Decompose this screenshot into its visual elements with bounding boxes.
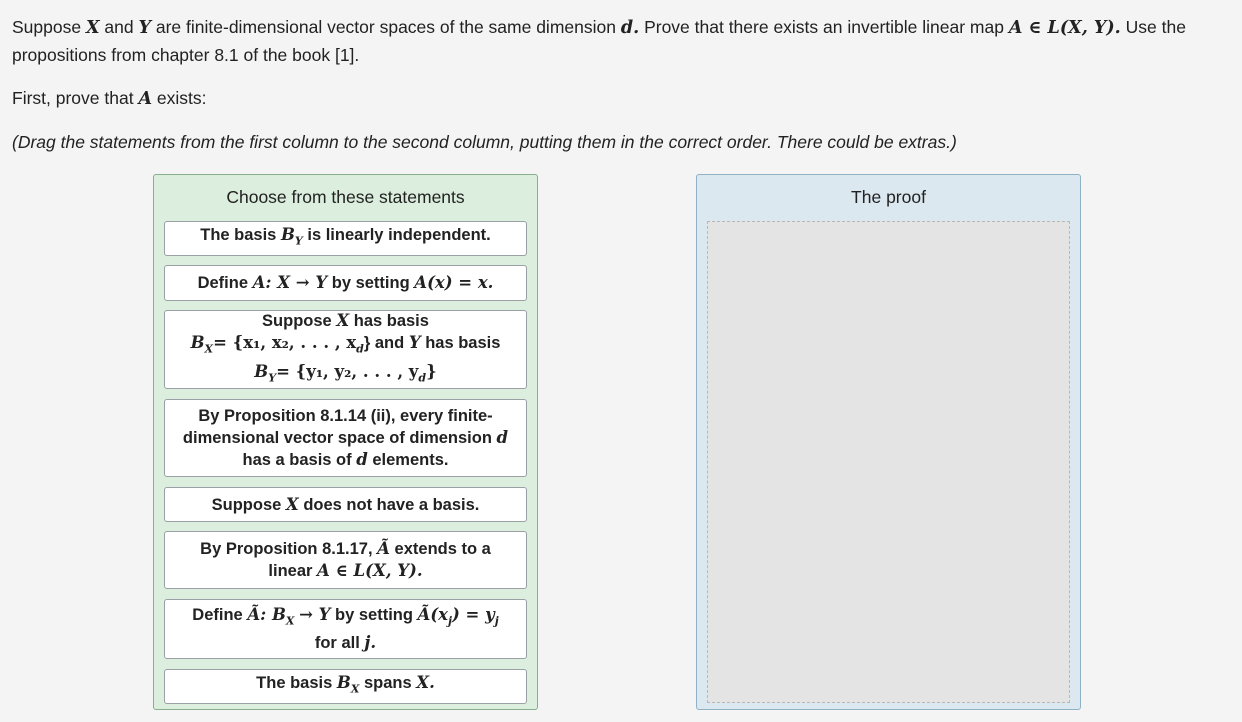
statement-math: B	[280, 225, 295, 245]
proof-column-title: The proof	[851, 187, 926, 207]
statement-fragment: elements.	[372, 451, 449, 469]
intro-math-map: A ∈ L(X, Y).	[1008, 18, 1121, 38]
intro-text-4: Prove that there exists an invertible linear map	[644, 17, 1004, 37]
statement-math: Y	[408, 333, 421, 353]
statement-math: B	[254, 361, 269, 381]
problem-statement	[12, 14, 1227, 69]
intro-text-3: are finite-dimensional vector spaces of the same dimension	[155, 17, 616, 37]
statement-fragment: extends to a linear	[268, 540, 491, 580]
statement-card-proposition-8-1-17[interactable]	[164, 531, 527, 589]
statement-fragment: is linearly independent.	[307, 226, 491, 245]
drag-instructions: (Drag the statements from the first column to the second column, putting them in the correct order. There could be extras.)	[12, 132, 957, 152]
statement-fragment: has basis	[425, 334, 501, 353]
intro-math-x: X	[85, 18, 100, 38]
statement-card-define-a-identity[interactable]	[164, 265, 527, 301]
statement-math: ) = y	[451, 604, 495, 624]
statement-text	[198, 272, 494, 294]
statement-card-proposition-8-1-14[interactable]	[164, 399, 527, 477]
subtask-text-1: First, prove that	[12, 88, 134, 108]
statement-math-subscript: X	[204, 342, 214, 356]
statement-math: A: X → Y	[252, 273, 328, 292]
statement-card-basis-spans[interactable]	[164, 669, 527, 704]
statement-fragment: does not have a basis.	[303, 495, 480, 514]
statement-fragment: Define	[192, 605, 243, 624]
statement-math-subscript: d	[356, 342, 364, 356]
statement-fragment: spans	[363, 674, 412, 693]
statement-text	[212, 494, 480, 516]
intro-text-2: and	[104, 17, 134, 37]
statement-fragment: Suppose	[262, 312, 332, 331]
statement-math: Ã	[377, 539, 390, 558]
statement-fragment: By Proposition 8.1.17,	[200, 540, 373, 558]
statement-text	[256, 672, 435, 700]
statement-math: j.	[364, 633, 377, 653]
statement-math-subscript: Y	[294, 234, 303, 248]
statement-fragment: The basis	[200, 226, 277, 245]
statements-column	[153, 174, 538, 710]
statement-math: B	[336, 673, 351, 693]
statement-math: d	[496, 428, 509, 447]
statement-fragment: has a basis of	[242, 451, 352, 469]
intro-math-d: d.	[620, 18, 640, 38]
statement-fragment: has basis	[353, 312, 429, 331]
proof-drop-zone[interactable]	[707, 221, 1070, 703]
statement-math-subscript: Y	[268, 370, 277, 384]
statement-math: X.	[416, 673, 435, 693]
statement-math: A(x) = x.	[414, 273, 494, 292]
intro-text-1: Suppose	[12, 17, 82, 37]
statement-text	[192, 604, 498, 654]
statement-fragment: Define	[197, 274, 248, 292]
statement-math: d	[356, 450, 368, 469]
statement-math: = {y₁, y₂, . . . , y	[276, 361, 419, 381]
proof-column	[696, 174, 1081, 710]
statement-math: }	[426, 361, 437, 381]
statement-fragment: for all	[314, 634, 360, 653]
statement-fragment: by setting	[335, 605, 413, 624]
statement-math: A ∈ L(X, Y).	[317, 561, 423, 580]
statement-math-subscript: d	[418, 370, 427, 384]
statement-math-subscript: j	[494, 614, 499, 628]
statement-fragment: by setting	[331, 274, 410, 292]
intro-math-y: Y	[138, 18, 151, 38]
statement-fragment: } and	[363, 334, 405, 353]
statement-fragment: The basis	[256, 674, 333, 693]
statement-text	[191, 310, 501, 389]
statement-card-no-basis[interactable]	[164, 487, 527, 522]
statement-card-basis-independent[interactable]	[164, 221, 527, 256]
statement-math: = {x₁, x₂, . . . , x	[213, 333, 357, 353]
subtask-math-a: A	[138, 89, 153, 109]
statement-text	[200, 224, 491, 252]
statement-text	[185, 538, 506, 582]
statement-fragment: By Proposition 8.1.14 (ii), every finite-dimensional vector space of dimension	[182, 407, 493, 447]
statement-math-subscript: X	[350, 682, 360, 696]
statement-math: X	[336, 311, 350, 331]
statement-math-subscript: X	[285, 614, 295, 628]
intro-text-5: Use the propositions from chapter 8.1 of the book [1].	[12, 17, 1186, 65]
subtask-text-2: exists:	[156, 88, 207, 108]
statement-math-subscript: j	[448, 614, 452, 628]
statement-math: Ã: B	[247, 604, 286, 624]
statement-card-suppose-bases[interactable]	[164, 310, 527, 389]
subtask-prompt	[12, 86, 207, 111]
statement-math: X	[285, 494, 299, 514]
statement-math: Ã(x	[417, 604, 448, 624]
statement-text	[179, 405, 512, 471]
statement-math: B	[190, 333, 205, 353]
statement-math: → Y	[299, 604, 331, 624]
statement-card-define-a-tilde[interactable]	[164, 599, 527, 659]
statement-fragment: Suppose	[211, 495, 282, 514]
statements-column-title: Choose from these statements	[226, 187, 465, 207]
